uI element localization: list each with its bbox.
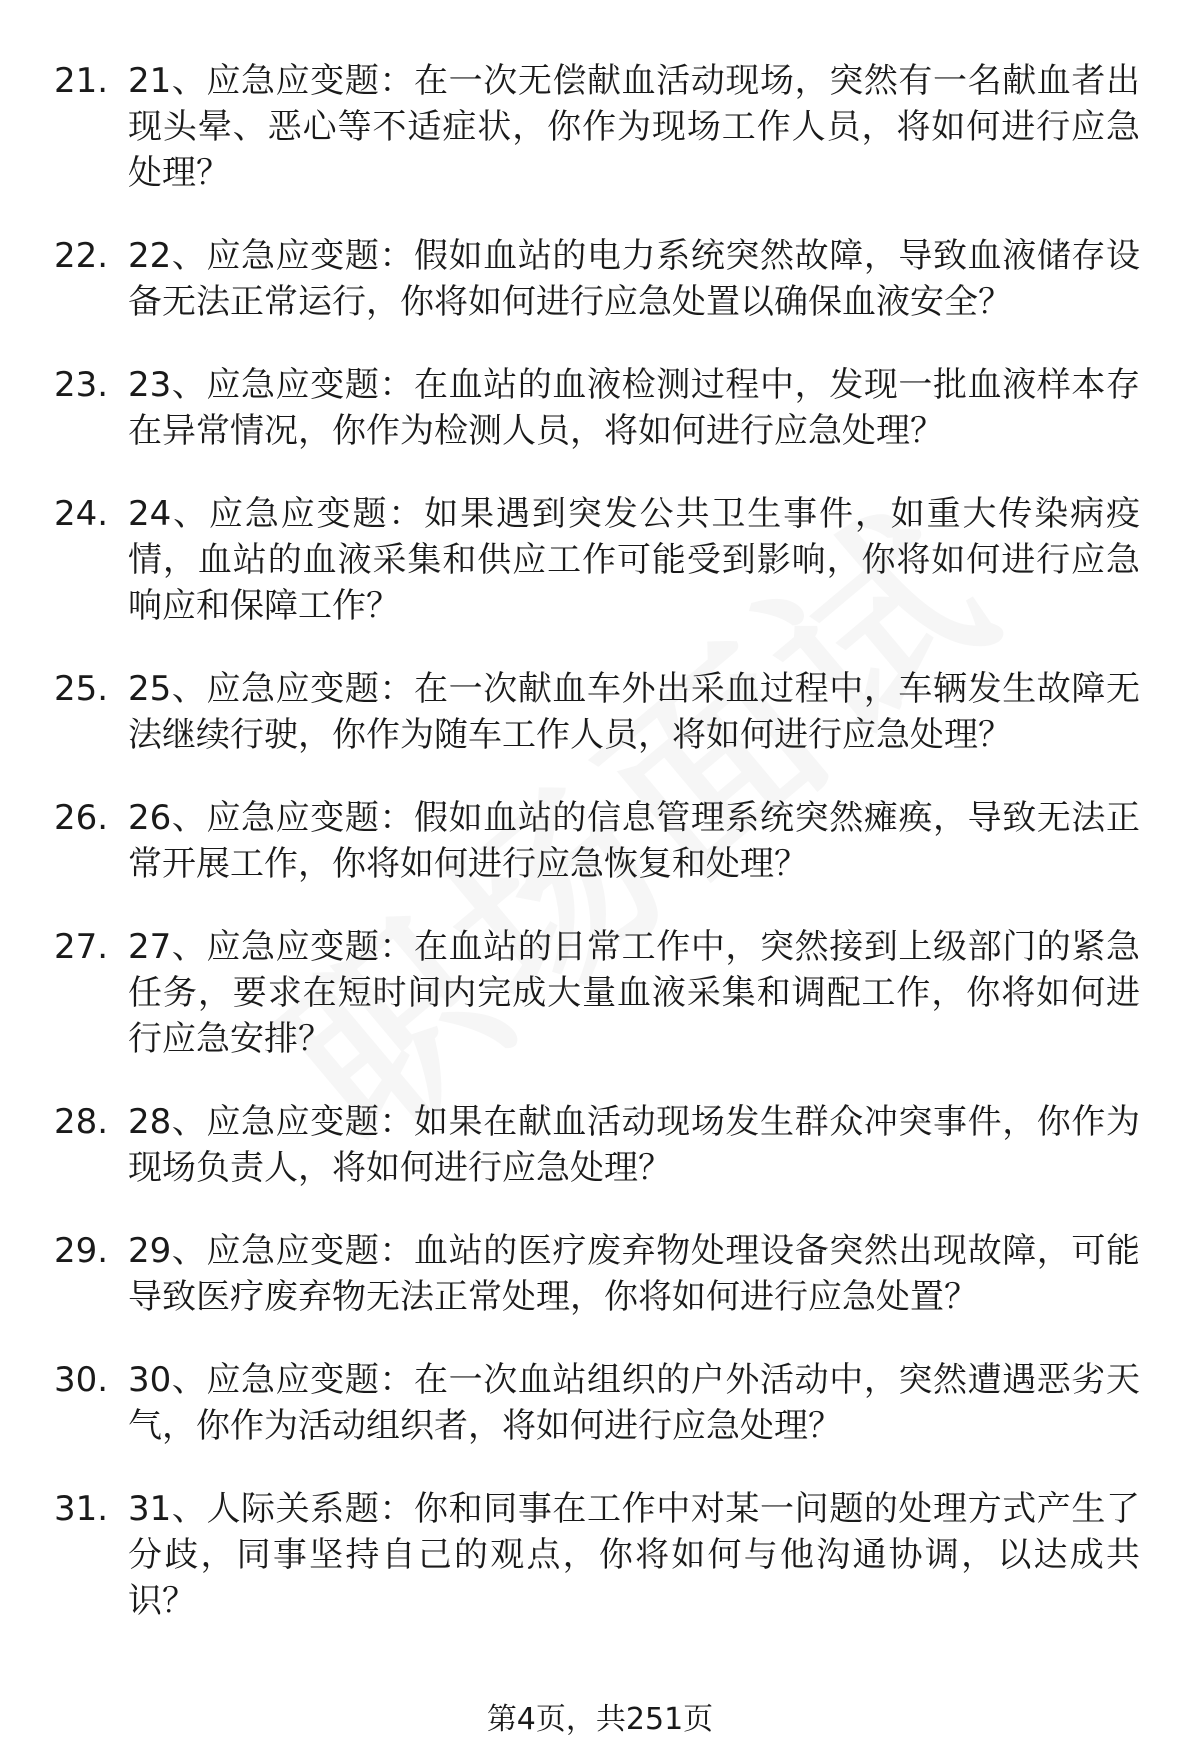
question-number: 26. [54, 798, 109, 838]
question-text: 30、应急应变题：在一次血站组织的户外活动中，突然遭遇恶劣天气，你作为活动组织者，将如何进行应急处理？ [128, 1360, 1140, 1446]
question-text: 26、应急应变题：假如血站的信息管理系统突然瘫痪，导致无法正常开展工作，你将如何进行应急恢复和处理？ [128, 798, 1140, 884]
question-text: 24、应急应变题：如果遇到突发公共卫生事件，如重大传染病疫情，血站的血液采集和供应工作可能受到影响，你将如何进行应急响应和保障工作？ [128, 494, 1140, 626]
question-item [0, 1228, 1200, 1320]
question-list [0, 58, 1200, 1661]
question-number: 27. [54, 927, 109, 967]
question-item [0, 1357, 1200, 1449]
question-text: 25、应急应变题：在一次献血车外出采血过程中，车辆发生故障无法继续行驶，你作为随车工作人员，将如何进行应急处理？ [128, 669, 1140, 755]
question-text: 27、应急应变题：在血站的日常工作中，突然接到上级部门的紧急任务，要求在短时间内完成大量血液采集和调配工作，你将如何进行应急安排？ [128, 927, 1140, 1059]
question-item [0, 1486, 1200, 1624]
question-text: 23、应急应变题：在血站的血液检测过程中，发现一批血液样本存在异常情况，你作为检测人员，将如何进行应急处理？ [128, 365, 1140, 451]
question-number: 25. [54, 669, 109, 709]
question-text: 22、应急应变题：假如血站的电力系统突然故障，导致血液储存设备无法正常运行，你将如何进行应急处置以确保血液安全？ [128, 236, 1140, 322]
question-item [0, 1099, 1200, 1191]
question-number: 30. [54, 1360, 109, 1400]
question-number: 24. [54, 494, 109, 534]
question-item [0, 924, 1200, 1062]
question-number: 23. [54, 365, 109, 405]
question-number: 22. [54, 236, 109, 276]
question-item [0, 795, 1200, 887]
question-item [0, 362, 1200, 454]
question-item [0, 58, 1200, 196]
question-item [0, 666, 1200, 758]
question-item [0, 491, 1200, 629]
page-footer: 第4页，共251页 [486, 1702, 714, 1737]
question-text: 28、应急应变题：如果在献血活动现场发生群众冲突事件，你作为现场负责人，将如何进行应急处理？ [128, 1102, 1140, 1188]
question-text: 31、人际关系题：你和同事在工作中对某一问题的处理方式产生了分歧，同事坚持自己的观点，你将如何与他沟通协调，以达成共识？ [128, 1489, 1140, 1621]
question-number: 21. [54, 61, 109, 101]
question-number: 29. [54, 1231, 109, 1271]
question-text: 29、应急应变题：血站的医疗废弃物处理设备突然出现故障，可能导致医疗废弃物无法正常处理，你将如何进行应急处置？ [128, 1231, 1140, 1317]
question-number: 31. [54, 1489, 109, 1529]
question-number: 28. [54, 1102, 109, 1142]
question-item [0, 233, 1200, 325]
question-text: 21、应急应变题：在一次无偿献血活动现场，突然有一名献血者出现头晕、恶心等不适症状，你作为现场工作人员，将如何进行应急处理？ [128, 61, 1140, 193]
